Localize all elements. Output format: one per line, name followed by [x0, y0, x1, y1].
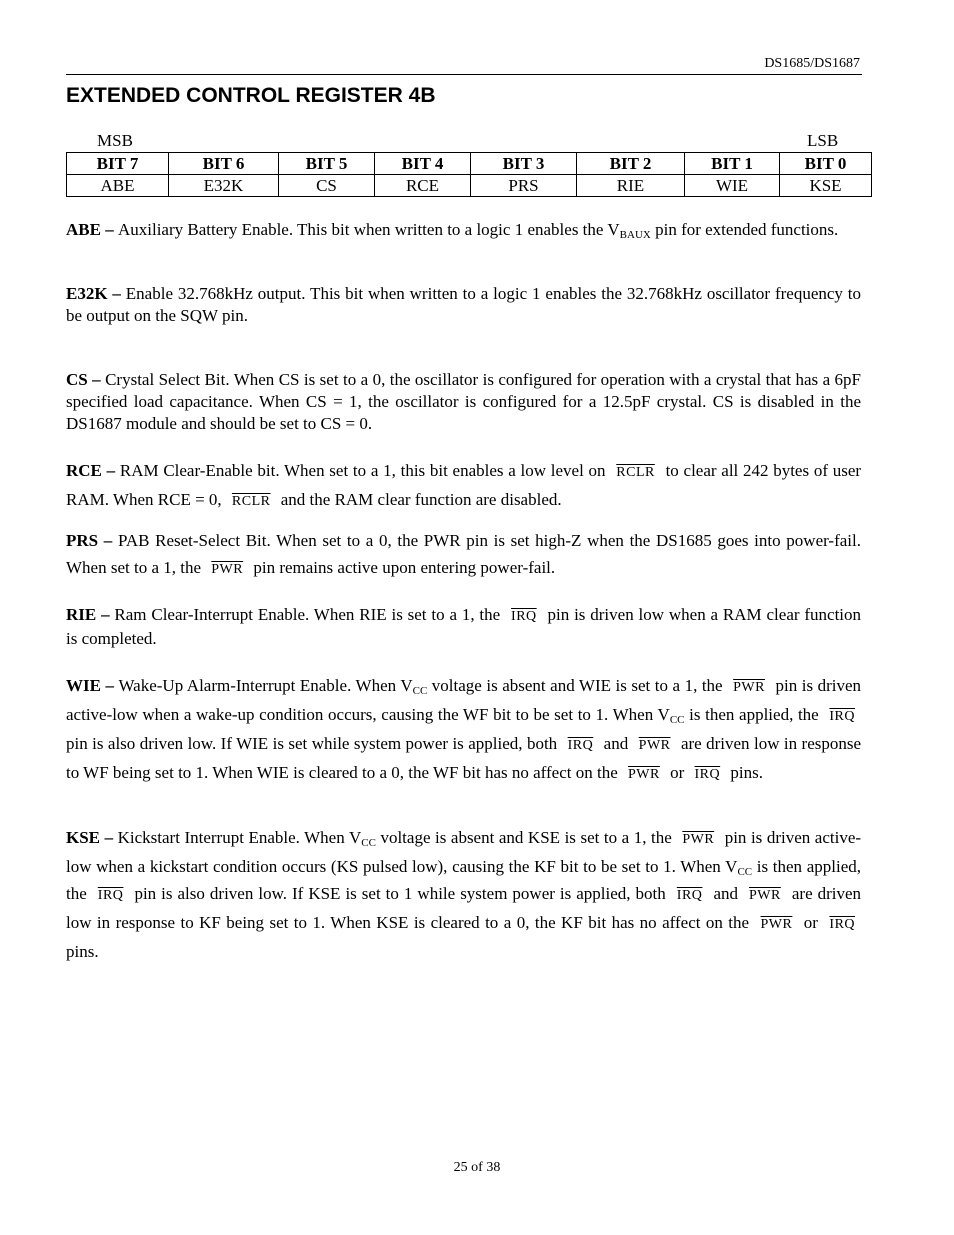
bit-header: BIT 1	[685, 153, 780, 175]
bit-term: RCE	[66, 461, 102, 480]
description-text: pin remains active upon entering power-fail.	[253, 558, 556, 577]
description-text: Auxiliary Battery Enable. This bit when written to a logic 1 enables the V	[117, 220, 620, 239]
bit-header: BIT 5	[279, 153, 375, 175]
description-text: and the RAM clear function are disabled.	[280, 490, 562, 509]
irq-signal: $\overline{IRQ}$	[511, 609, 537, 624]
abe-description	[66, 219, 861, 241]
subscript: CC	[361, 837, 376, 849]
pwr-signal: $\overline{PWR}$	[628, 767, 660, 782]
description-text: voltage is absent and KSE is set to a 1, the	[375, 828, 672, 847]
prs-description	[66, 527, 861, 583]
term-dash: –	[100, 828, 118, 847]
bit-term: KSE	[66, 828, 101, 847]
bit-header: BIT 2	[577, 153, 685, 175]
bit-name: E32K	[169, 175, 279, 197]
irq-signal: $\overline{IRQ}$	[829, 917, 856, 932]
irq-signal: $\overline{IRQ}$	[676, 888, 703, 903]
description-text: pin is driven active-low when a kickstart condition occurs (KS pulsed low), causing the KF bit to be set to 1. When V	[66, 828, 862, 876]
term-dash: –	[96, 605, 115, 624]
bit-term: WIE	[66, 676, 101, 695]
description-text: Enable 32.768kHz output. This bit when written to a logic 1 enables the 32.768kHz oscillator frequency to be output on the SQW pin.	[66, 284, 861, 325]
bit-name: CS	[279, 175, 375, 197]
bit-name: RCE	[375, 175, 471, 197]
subscript: CC	[669, 714, 685, 726]
term-dash: –	[87, 370, 106, 389]
wie-description	[66, 672, 861, 788]
description-text: voltage is absent and WIE is set to a 1, the	[427, 676, 723, 695]
term-dash: –	[100, 676, 119, 695]
subscript: BAUX	[619, 229, 651, 241]
description-text: pin is driven active-low when a wake-up condition occurs, causing the WF bit to be set to 1. When V	[66, 676, 862, 724]
register-table	[66, 152, 872, 197]
term-dash: –	[100, 220, 118, 239]
irq-signal: $\overline{IRQ}$	[829, 709, 855, 724]
pwr-signal: $\overline{PWR}$	[749, 888, 781, 903]
description-text: PAB Reset-Select Bit. When set to a 0, the PWR pin is set high-Z when the DS1685 goes into power-fail. When set to a 1, the	[66, 531, 861, 577]
description-text: Kickstart Interrupt Enable. When V	[117, 828, 362, 847]
rclr-signal: RCLR	[616, 465, 655, 480]
pwr-signal: $\overline{PWR}$	[211, 562, 244, 577]
pwr-signal: $\overline{PWR}$	[638, 738, 671, 753]
description-text: or	[670, 763, 685, 782]
description-text: are driven low in response to KF being set to 1. When KSE is cleared to a 0, the KF bit has no affect on the	[66, 884, 862, 932]
subscript: CC	[412, 685, 428, 697]
bit-name: ABE	[67, 175, 169, 197]
description-text: pins.	[66, 942, 99, 961]
bit-term: RIE	[66, 605, 97, 624]
bit-header-row	[67, 153, 872, 175]
bit-name-row	[67, 175, 872, 197]
description-text: is then applied, the	[66, 857, 861, 903]
bit-term: ABE	[66, 220, 101, 239]
subscript: CC	[737, 866, 753, 878]
lsb-label: LSB	[807, 131, 839, 150]
description-text: Crystal Select Bit. When CS is set to a 0, the oscillator is configured for operation with a crystal that has a 6pF specified load capacitance. When CS = 1, the oscillator is configured for a 12.5pF crystal. CS is disabled in the DS1687 module and should be set to CS = 0.	[66, 370, 862, 433]
pwr-signal: $\overline{PWR}$	[682, 832, 715, 847]
irq-signal: $\overline{IRQ}$	[567, 738, 594, 753]
description-text: are driven low in response to WF being set to 1. When WIE is cleared to a 0, the WF bit has no affect on the	[66, 734, 862, 782]
rie-description	[66, 604, 861, 650]
description-text: RAM Clear-Enable bit. When set to a 1, this bit enables a low level on	[119, 461, 606, 480]
description-text: pin is driven low when a RAM clear function is completed.	[66, 605, 862, 648]
e32k-description	[66, 283, 861, 327]
term-dash: –	[98, 531, 118, 550]
bit-term: PRS	[66, 531, 99, 550]
kse-description	[66, 824, 861, 965]
description-text: pin is also driven low. If KSE is set to 1 while system power is applied, both	[134, 884, 666, 903]
bit-header: BIT 0	[780, 153, 872, 175]
cs-description	[66, 369, 861, 435]
description-text: Ram Clear-Interrupt Enable. When RIE is set to a 1, the	[114, 605, 501, 624]
description-text: pin is also driven low. If WIE is set while system power is applied, both	[66, 734, 558, 753]
bit-name: WIE	[685, 175, 780, 197]
document-id: DS1685/DS1687	[764, 56, 860, 71]
description-text: Wake-Up Alarm-Interrupt Enable. When V	[118, 676, 413, 695]
description-text: to clear all 242 bytes of user RAM. When RCE = 0,	[66, 461, 862, 509]
bit-name: KSE	[780, 175, 872, 197]
bit-header: BIT 4	[375, 153, 471, 175]
rclr-signal: RCLR	[231, 494, 271, 509]
term-dash: –	[107, 284, 126, 303]
section-title: EXTENDED CONTROL REGISTER 4B	[66, 84, 436, 107]
description-text: and	[713, 884, 738, 903]
page-number: 25 of 38	[453, 1160, 501, 1175]
bit-name: RIE	[577, 175, 685, 197]
header-rule	[66, 74, 862, 75]
description-text: and	[603, 734, 629, 753]
description-text: pin for extended functions.	[650, 220, 839, 239]
bit-term: E32K	[66, 284, 108, 303]
irq-signal: $\overline{IRQ}$	[694, 767, 721, 782]
description-text: pins.	[730, 763, 763, 782]
pwr-signal: $\overline{PWR}$	[733, 680, 765, 695]
description-text: or	[803, 913, 818, 932]
bit-header: BIT 3	[471, 153, 577, 175]
rce-description	[66, 457, 861, 515]
term-dash: –	[101, 461, 120, 480]
bit-header: BIT 7	[67, 153, 169, 175]
bit-header: BIT 6	[169, 153, 279, 175]
msb-label: MSB	[97, 131, 133, 150]
bit-term: CS	[66, 370, 88, 389]
irq-signal: $\overline{IRQ}$	[97, 888, 124, 903]
description-text: is then applied, the	[684, 705, 819, 724]
bit-name: PRS	[471, 175, 577, 197]
pwr-signal: $\overline{PWR}$	[760, 917, 793, 932]
